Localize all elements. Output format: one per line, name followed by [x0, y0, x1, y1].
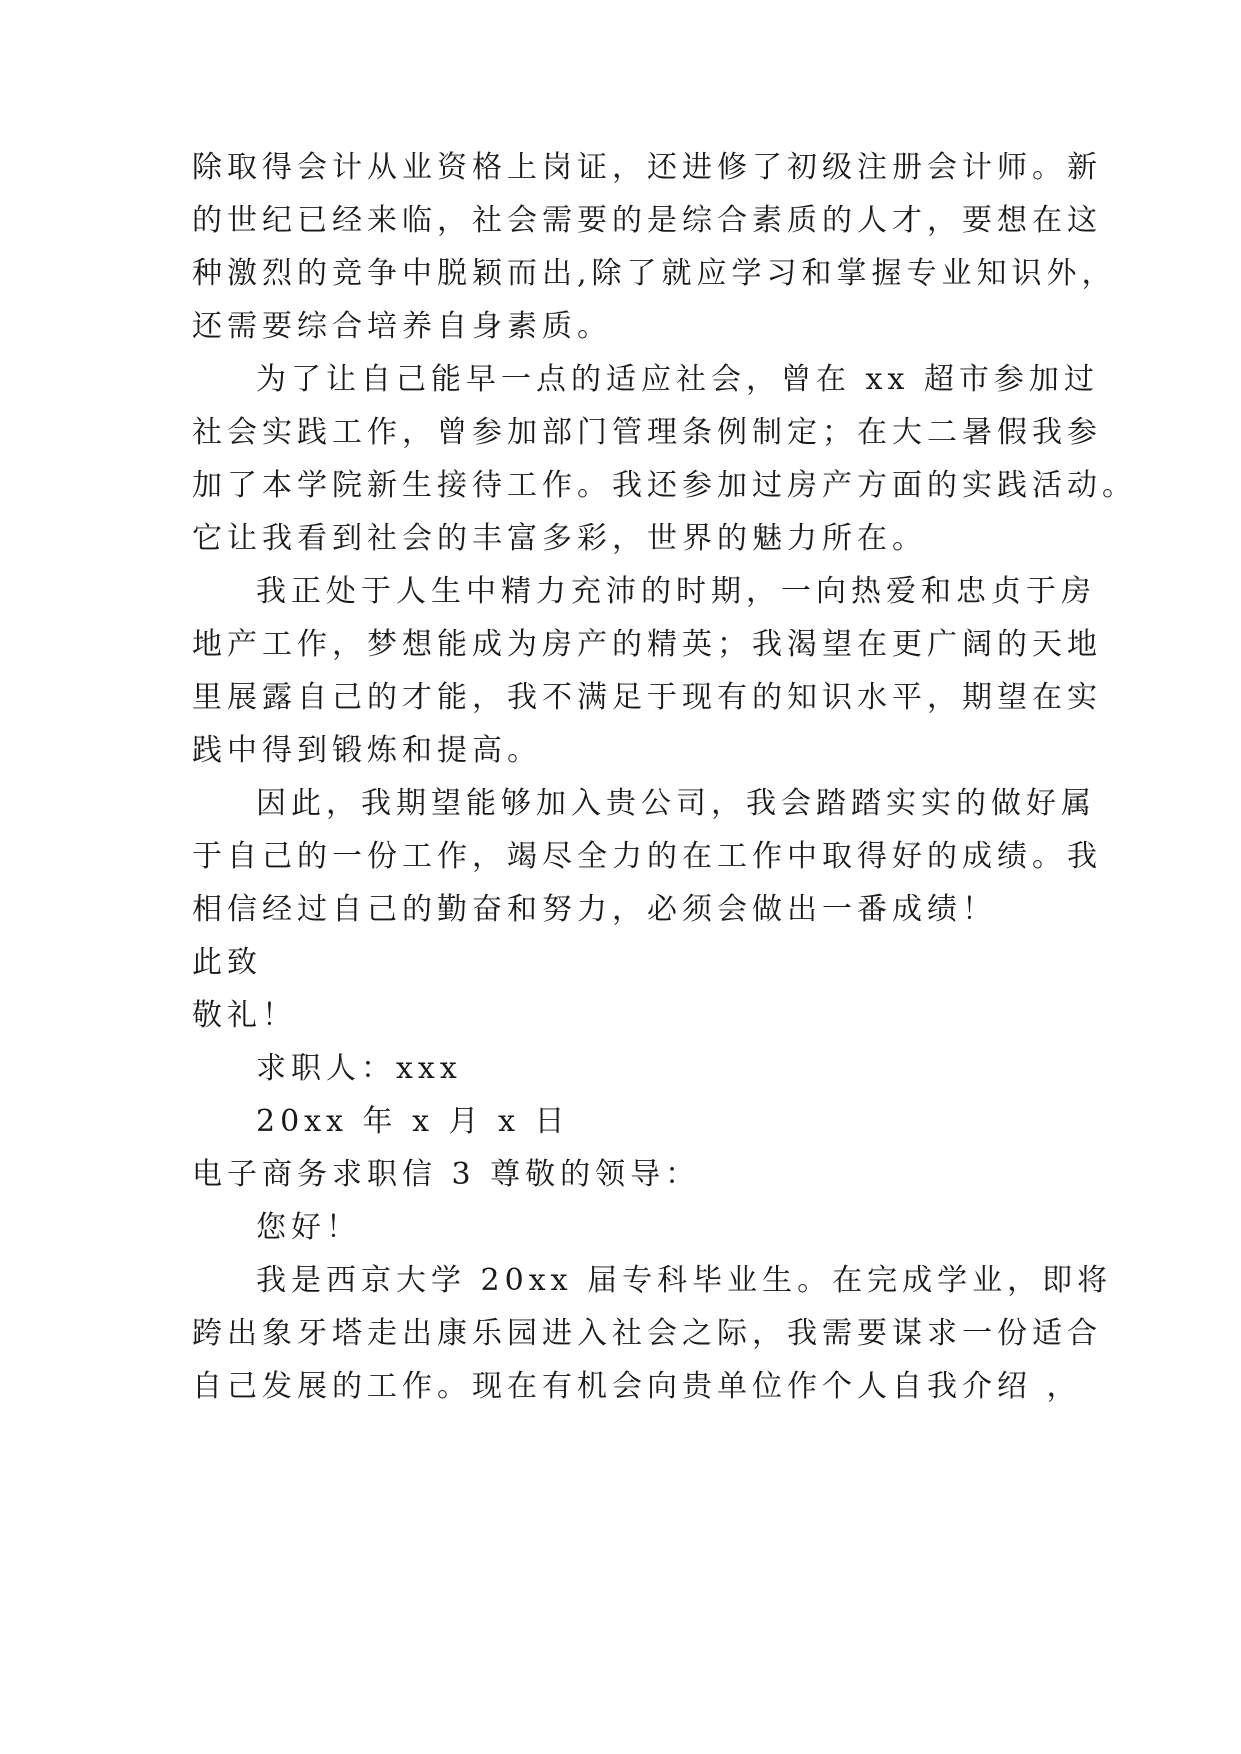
text-line: 因此，我期望能够加入贵公司，我会踏踏实实的做好属: [256, 786, 1096, 821]
text-line: 践中得到锻炼和提高。: [192, 733, 542, 768]
text-line: 社会实践工作，曾参加部门管理条例制定；在大二暑假我参: [192, 415, 1102, 450]
text-line: 除取得会计从业资格上岗证，还进修了初级注册会计师。新: [192, 150, 1102, 185]
section-heading: 电子商务求职信 3 尊敬的领导：: [192, 1157, 701, 1192]
salutation-line: 敬礼！: [192, 998, 297, 1033]
text-line: 跨出象牙塔走出康乐园进入社会之际，我需要谋求一份适合: [192, 1316, 1102, 1351]
date-line: 20xx 年 x 月 x 日: [256, 1104, 570, 1139]
text-line: 于自己的一份工作，竭尽全力的在工作中取得好的成绩。我: [192, 839, 1102, 874]
greeting-line: 您好！: [256, 1210, 361, 1245]
closing-line: 此致: [192, 945, 262, 980]
text-line: 它让我看到社会的丰富多彩，世界的魅力所在。: [192, 521, 927, 556]
text-line: 自己发展的工作。现在有机会向贵单位作个人自我介绍 ，: [192, 1369, 1082, 1404]
text-line: 我正处于人生中精力充沛的时期，一向热爱和忠贞于房: [256, 574, 1096, 609]
text-line: 里展露自己的才能，我不满足于现有的知识水平，期望在实: [192, 680, 1102, 715]
text-line: 地产工作，梦想能成为房产的精英；我渴望在更广阔的天地: [192, 627, 1102, 662]
text-line: 相信经过自己的勤奋和努力，必须会做出一番成绩！: [192, 892, 997, 927]
text-line: 还需要综合培养自身素质。: [192, 309, 612, 344]
text-line: 加了本学院新生接待工作。我还参加过房产方面的实践活动。: [192, 468, 1137, 503]
text-line: 为了让自己能早一点的适应社会，曾在 xx 超市参加过: [256, 362, 1099, 397]
text-line: 我是西京大学 20xx 届专科毕业生。在完成学业，即将: [256, 1263, 1113, 1298]
text-line: 种激烈的竞争中脱颖而出,除了就应学习和掌握专业知识外，: [192, 256, 1117, 291]
text-line: 的世纪已经来临，社会需要的是综合素质的人才，要想在这: [192, 203, 1102, 238]
signature-line: 求职人：xxx: [256, 1051, 462, 1086]
